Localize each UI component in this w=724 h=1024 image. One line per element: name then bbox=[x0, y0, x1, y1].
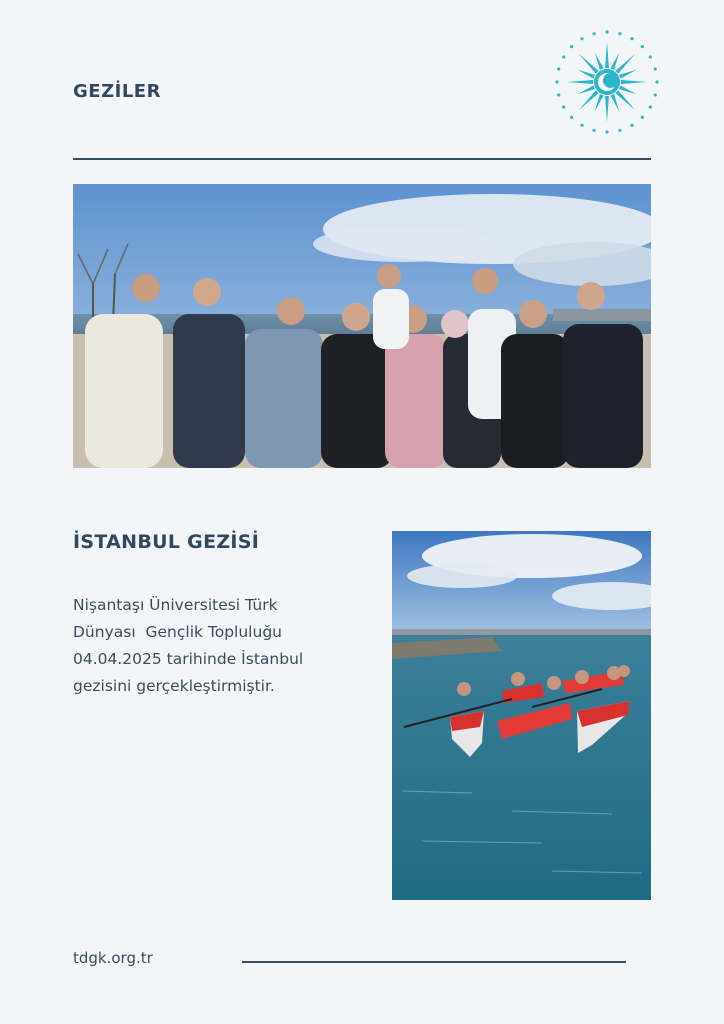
trip-description bbox=[73, 592, 373, 700]
crescent-star-emblem-icon bbox=[553, 28, 661, 136]
kayak-photo bbox=[392, 531, 651, 900]
page-header-title: GEZİLER bbox=[73, 81, 161, 102]
description-line: Dünyası Gençlik Topluluğu bbox=[73, 623, 282, 641]
group-photo bbox=[73, 184, 651, 468]
description-line: gezisini gerçekleştirmiştir. bbox=[73, 677, 275, 695]
description-line: 04.04.2025 tarihinde İstanbul bbox=[73, 650, 304, 668]
header-divider bbox=[73, 158, 651, 160]
description-line: Nişantaşı Üniversitesi Türk bbox=[73, 596, 278, 614]
section-title: İSTANBUL GEZİSİ bbox=[73, 531, 260, 553]
footer-divider bbox=[242, 961, 626, 963]
footer-website: tdgk.org.tr bbox=[73, 949, 153, 967]
